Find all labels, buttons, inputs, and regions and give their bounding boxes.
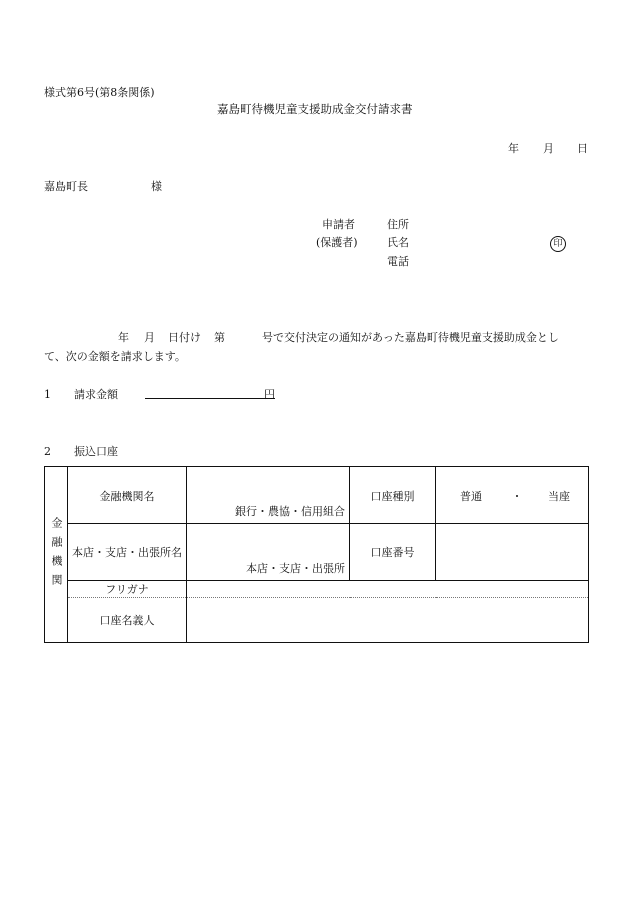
account-label: 振込口座 bbox=[74, 445, 118, 458]
addressee-name: 嘉島町長 bbox=[44, 180, 88, 193]
holder-field[interactable] bbox=[187, 598, 589, 643]
furigana-label: フリガナ bbox=[105, 583, 149, 596]
account-number-field[interactable] bbox=[436, 524, 589, 581]
seal-icon: 印 bbox=[550, 236, 566, 252]
holder-label: 口座名義人 bbox=[99, 614, 155, 627]
date-month-label: 月 bbox=[543, 142, 554, 155]
branch-field[interactable] bbox=[187, 524, 350, 581]
body-line1-rest: 号で交付決定の通知があった嘉島町待機児童支援助成金とし bbox=[262, 331, 559, 344]
seal-mark bbox=[550, 236, 566, 252]
furigana-field[interactable] bbox=[187, 581, 589, 598]
body-month: 月 bbox=[144, 331, 155, 344]
bank-account-table bbox=[44, 466, 589, 643]
name-label: 氏名 bbox=[387, 236, 409, 249]
address-label: 住所 bbox=[387, 218, 409, 231]
bank-name-label-cell bbox=[68, 467, 187, 524]
amount-unit: 円 bbox=[264, 388, 275, 401]
account-type-field[interactable] bbox=[436, 467, 589, 524]
form-title: 嘉島町待機児童支援助成金交付請求書 bbox=[217, 102, 413, 116]
amount-input-line[interactable] bbox=[145, 398, 275, 399]
body-year: 年 bbox=[118, 331, 129, 344]
addressee-suffix: 様 bbox=[151, 180, 162, 193]
body-day-suffix: 日付け bbox=[168, 331, 201, 344]
phone-label: 電話 bbox=[387, 255, 409, 268]
branch-label-cell bbox=[68, 524, 187, 581]
account-type-separator: ・ bbox=[511, 490, 523, 503]
branch-label: 本店・支店・出張所名 bbox=[72, 546, 182, 559]
date-year-label: 年 bbox=[508, 142, 519, 155]
account-type-label-cell bbox=[350, 467, 436, 524]
branch-options: 本店・支店・出張所 bbox=[246, 562, 345, 575]
bank-name-label: 金融機関名 bbox=[99, 490, 155, 503]
institution-group-label: 金融機関 bbox=[50, 516, 63, 593]
amount-label: 請求金額 bbox=[74, 388, 118, 401]
account-number: 2 bbox=[44, 445, 51, 458]
applicant-label: 申請者 bbox=[322, 218, 355, 231]
furigana-label-cell bbox=[68, 581, 187, 598]
date-day-label: 日 bbox=[577, 142, 588, 155]
body-line2: て、次の金額を請求します。 bbox=[44, 350, 186, 363]
form-number: 様式第6号(第8条関係) bbox=[44, 86, 155, 99]
account-type-label: 口座種別 bbox=[370, 490, 415, 503]
account-number-label-cell bbox=[350, 524, 436, 581]
institution-group-cell bbox=[45, 467, 68, 643]
amount-number: 1 bbox=[44, 388, 51, 401]
holder-label-cell bbox=[68, 598, 187, 643]
account-type-ordinary[interactable]: 普通 bbox=[460, 490, 482, 503]
bank-type-options: 銀行・農協・信用組合 bbox=[235, 505, 345, 518]
account-number-label: 口座番号 bbox=[370, 546, 415, 559]
guardian-label: (保護者) bbox=[316, 236, 358, 249]
body-no-prefix: 第 bbox=[214, 331, 225, 344]
bank-name-field[interactable] bbox=[187, 467, 350, 524]
account-type-current[interactable]: 当座 bbox=[548, 490, 570, 503]
